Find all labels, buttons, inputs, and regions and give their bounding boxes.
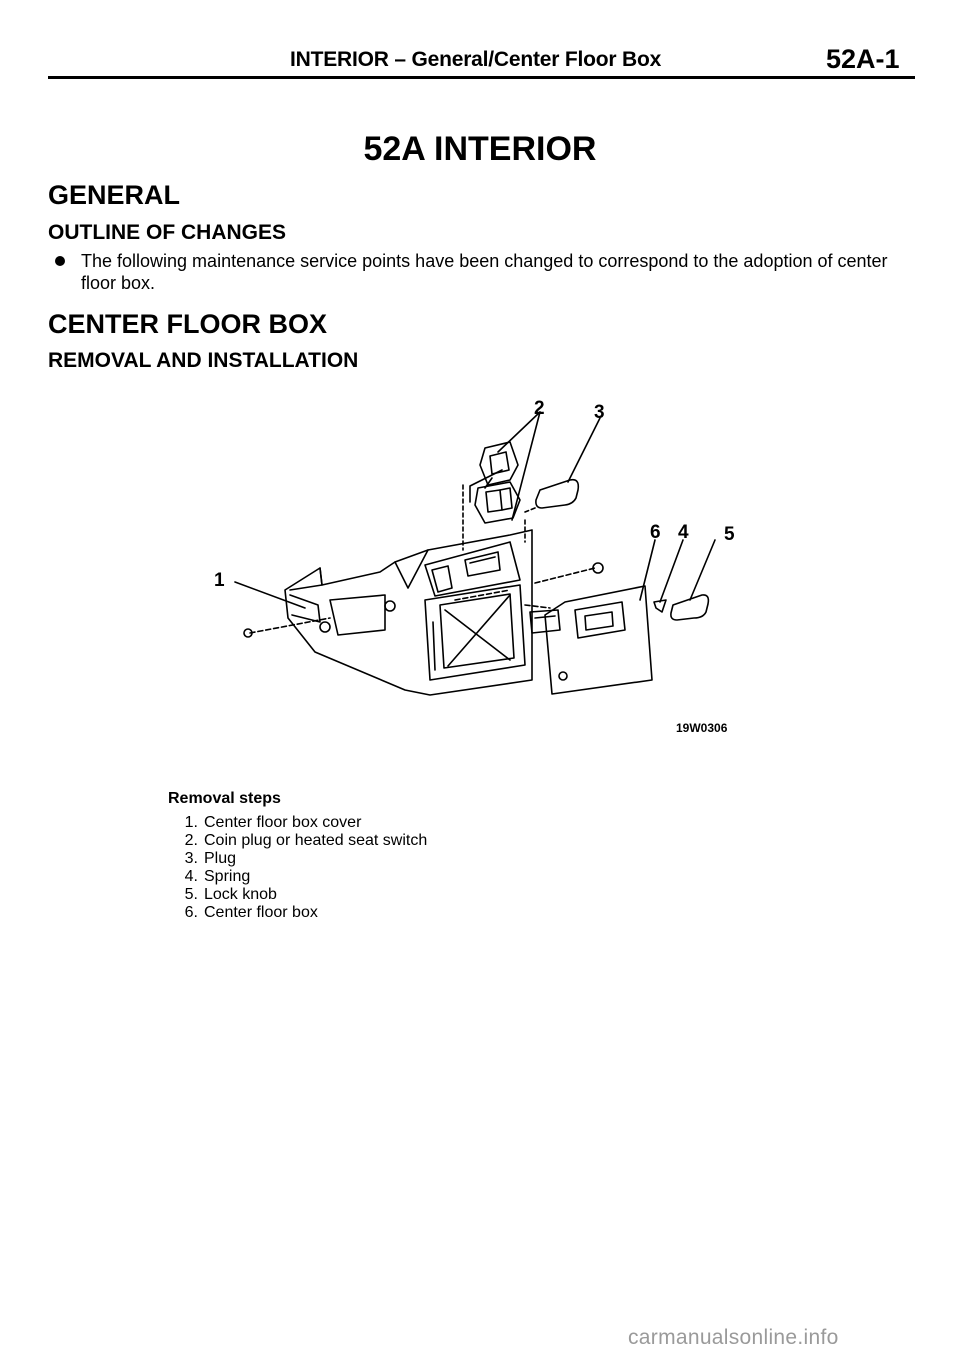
header-page-number: 52A-1 xyxy=(826,44,900,74)
heading-center-floor-box: CENTER FLOOR BOX xyxy=(48,309,328,339)
list-item: 2. Coin plug or heated seat switch xyxy=(184,832,428,849)
bullet-dot-icon xyxy=(55,256,65,266)
subheading-outline-of-changes: OUTLINE OF CHANGES xyxy=(48,221,287,244)
screw-5 xyxy=(559,672,567,680)
list-item: 4. Spring xyxy=(184,868,251,885)
removal-steps-list xyxy=(168,814,427,922)
header-section-title: INTERIOR – General/Center Floor Box xyxy=(290,48,662,71)
list-item: 5. Lock knob xyxy=(184,886,277,903)
screw-3 xyxy=(320,622,330,632)
callout-1: 1 xyxy=(214,570,225,591)
callout-3: 3 xyxy=(594,402,605,423)
removal-steps-title: Removal steps xyxy=(168,790,281,807)
heading-general: GENERAL xyxy=(48,180,181,210)
header-rule xyxy=(48,76,915,79)
list-item: 6. Center floor box xyxy=(184,904,318,921)
callout-2: 2 xyxy=(534,398,545,419)
figure-code: 19W0306 xyxy=(676,721,728,735)
floor-box-lid-shape xyxy=(545,586,652,694)
lock-knob-shape xyxy=(671,595,709,620)
page-title: 52A INTERIOR xyxy=(363,130,597,168)
callout-6: 6 xyxy=(650,522,661,543)
bullet-text: The following maintenance service points have been changed to correspond to the adoption of center floor box. xyxy=(81,251,888,293)
screw-2 xyxy=(385,601,395,611)
callout-5: 5 xyxy=(724,524,735,545)
callout-4: 4 xyxy=(678,522,689,543)
plug-shape xyxy=(536,480,578,508)
subheading-removal-and-installation: REMOVAL AND INSTALLATION xyxy=(48,349,359,372)
watermark-link[interactable]: carmanualsonline.info xyxy=(628,1326,839,1349)
exploded-view-figure xyxy=(180,390,780,750)
list-item: 1. Center floor box cover xyxy=(184,814,362,831)
exploded-view-drawing xyxy=(180,390,780,750)
list-item: 3. Plug xyxy=(184,850,237,867)
